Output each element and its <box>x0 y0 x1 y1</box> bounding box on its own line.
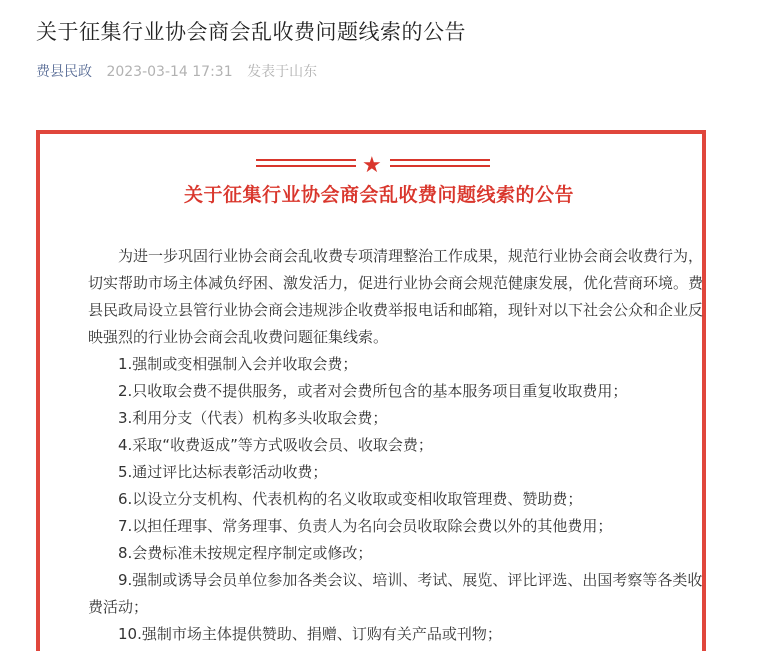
article-title: 关于征集行业协会商会乱收费问题线索的公告 <box>36 20 466 44</box>
star-icon: ★ <box>362 153 382 178</box>
publish-location: 发表于山东 <box>247 64 318 80</box>
deco-line-top-left <box>256 159 356 161</box>
notice-item-10: 10.强制市场主体提供赞助、捐赠、订购有关产品或刊物； <box>118 625 502 643</box>
notice-item-8: 8.会费标准未按规定程序制定或修改； <box>118 544 373 562</box>
notice-title: 关于征集行业协会商会乱收费问题线索的公告 <box>183 184 574 206</box>
notice-item-4: 4.采取“收费返成”等方式吸收会员、收取会费； <box>118 436 433 454</box>
deco-line-bottom-left <box>256 165 356 167</box>
publish-date: 2023-03-14 17:31 <box>106 64 233 80</box>
notice-item-2: 2.只收取会费不提供服务，或者对会费所包含的基本服务项目重复收取费用； <box>118 382 628 400</box>
notice-intro-paragraph: 为进一步巩固行业协会商会乱收费专项清理整治工作成果，规范行业协会商会收费行为，切实帮助市场主体减负纾困、激发活力，促进行业协会商会规范健康发展，优化营商环境。费县民政局设立县管行业协会商会违规涉企收费举报电话和邮箱，现针对以下社会公众和企业反映强烈的行业协会商会乱收费问题征集线索。 <box>88 247 704 346</box>
notice-item-9: 9.强制或诱导会员单位参加各类会议、培训、考试、展览、评比评选、出国考察等各类收费活动； <box>88 571 703 616</box>
notice-item-3: 3.利用分支（代表）机构多头收取会费； <box>118 409 388 427</box>
deco-line-top-right <box>390 159 490 161</box>
article-meta <box>36 61 317 81</box>
deco-line-bottom-right <box>390 165 490 167</box>
notice-item-1: 1.强制或变相强制入会并收取会费； <box>118 355 358 373</box>
notice-item-7: 7.以担任理事、常务理事、负责人为名向会员收取除会费以外的其他费用； <box>118 517 613 535</box>
notice-item-6: 6.以设立分支机构、代表机构的名义收取或变相收取管理费、赞助费； <box>118 490 583 508</box>
notice-item-5: 5.通过评比达标表彰活动收费； <box>118 463 328 481</box>
author-link[interactable]: 费县民政 <box>36 64 92 80</box>
notice-body <box>88 243 704 648</box>
title-decoration <box>256 153 490 178</box>
